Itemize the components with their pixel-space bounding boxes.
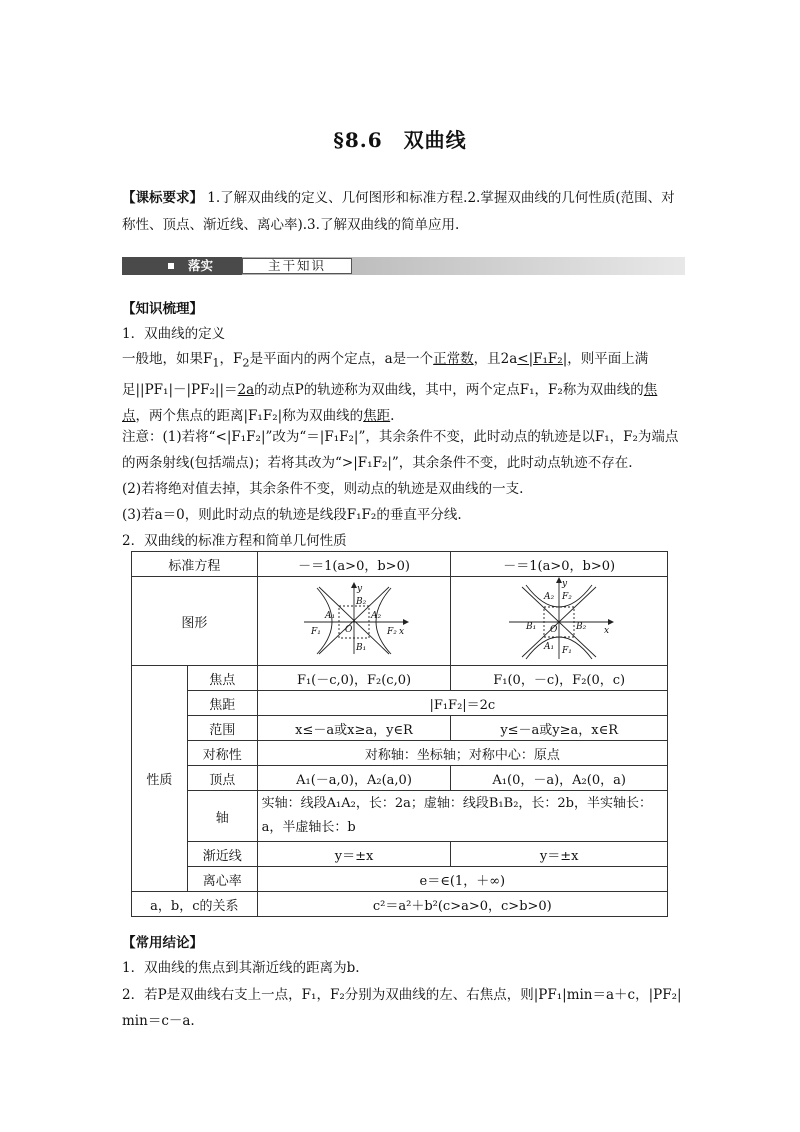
cell-label: 焦点 xyxy=(187,666,257,691)
requirements-text: 1.了解双曲线的定义、几何图形和标准方程.2.掌握双曲线的几何性质(范围、对称性、顶点、渐近线、离心率).3.了解双曲线的简单应用. xyxy=(122,190,675,233)
cell-label: 离心率 xyxy=(187,867,257,892)
cell-value: A₁(－a,0)，A₂(a,0) xyxy=(257,766,451,791)
svg-text:A₁: A₁ xyxy=(325,611,336,621)
cell-value: A₁(0，－a)，A₂(0，a) xyxy=(451,766,668,791)
cell-value: |F₁F₂|＝2c xyxy=(257,691,667,716)
table-row xyxy=(132,666,668,691)
table-row xyxy=(132,691,668,716)
table-row xyxy=(132,741,668,766)
svg-text:A₂: A₂ xyxy=(371,611,382,621)
table-row xyxy=(132,716,668,741)
svg-text:x: x xyxy=(399,627,405,637)
svg-text:B₂: B₂ xyxy=(576,622,587,632)
page-title: §8.6 双曲线 xyxy=(333,128,467,152)
band-right-label: 主干知识 xyxy=(242,258,352,274)
requirements-label: 【课标要求】 xyxy=(122,190,203,206)
table-row xyxy=(132,842,668,867)
cell-label: a，b，c的关系 xyxy=(132,892,258,917)
curriculum-requirements xyxy=(122,185,682,239)
cell-label: 范围 xyxy=(187,716,257,741)
svg-text:A₁: A₁ xyxy=(544,642,555,652)
svg-text:F₂: F₂ xyxy=(562,592,573,602)
cell-label: 对称性 xyxy=(187,741,257,766)
svg-text:x: x xyxy=(604,626,610,636)
cell-value: c²＝a²＋b²(c>a>0，c>b>0) xyxy=(257,892,667,917)
square-icon xyxy=(168,263,174,269)
svg-text:F₂: F₂ xyxy=(387,627,397,637)
conclusion-2-cont: min＝c－a. xyxy=(122,1013,195,1029)
cell-label: 轴 xyxy=(187,791,257,842)
band-left-label: 落实 xyxy=(188,258,214,273)
heading-definition: 1．双曲线的定义 xyxy=(122,326,226,342)
note-2: (2)若将绝对值去掉，其余条件不变，则动点的轨迹是双曲线的一支. xyxy=(122,481,524,497)
cell-value: e＝∈(1，＋∞) xyxy=(257,867,667,892)
graph-horizontal xyxy=(257,577,451,666)
cell-value: F₁(－c,0)，F₂(c,0) xyxy=(257,666,451,691)
svg-text:A₂: A₂ xyxy=(544,592,555,602)
band-left xyxy=(122,257,242,275)
cell-value: x≤－a或x≥a，y∈R xyxy=(257,716,451,741)
hyperbola-vertical-figure xyxy=(504,577,614,661)
section-band xyxy=(122,257,685,275)
cell-label: 焦距 xyxy=(187,691,257,716)
equation-2: －＝1(a>0，b>0) xyxy=(451,552,668,577)
cell-label: 图形 xyxy=(132,577,258,666)
conclusion-2: 2．若P是双曲线右支上一点，F₁，F₂分别为双曲线的左、右焦点，则|PF₁|min＝a＋c，|PF₂| xyxy=(122,987,682,1003)
cell-value: y≤－a或y≥a，x∈R xyxy=(451,716,668,741)
note-1: 注意：(1)若将“<|F₁F₂|”改为“＝|F₁F₂|”，其余条件不变，此时动点的轨迹是以F₁，F₂为端点的两条射线(包括端点)；若将其改为“>|F₁F₂|”，其余条件不变，此时动点轨迹不存在. xyxy=(122,429,679,471)
svg-text:y: y xyxy=(357,584,363,594)
svg-text:O: O xyxy=(550,625,558,635)
cell-label: 顶点 xyxy=(187,766,257,791)
svg-text:O: O xyxy=(345,625,353,635)
heading-standard-equation: 2．双曲线的标准方程和简单几何性质 xyxy=(122,533,347,549)
svg-text:B₁: B₁ xyxy=(356,643,367,653)
table-row xyxy=(132,892,668,917)
table-row xyxy=(132,867,668,892)
graph-vertical xyxy=(451,577,668,666)
cell-value: y＝±x xyxy=(257,842,451,867)
cell-label: 标准方程 xyxy=(132,552,258,577)
equation-1: －＝1(a>0，b>0) xyxy=(257,552,451,577)
cell-label: 渐近线 xyxy=(187,842,257,867)
svg-text:B₁: B₁ xyxy=(526,622,537,632)
table-row xyxy=(132,791,668,842)
cell-value: 对称轴：坐标轴；对称中心：原点 xyxy=(257,741,667,766)
table-row xyxy=(132,577,668,666)
properties-table xyxy=(131,551,668,917)
svg-text:F₁: F₁ xyxy=(311,627,321,637)
table-row xyxy=(132,552,668,577)
cell-value: 实轴：线段A₁A₂，长：2a；虚轴：线段B₁B₂，长：2b，半实轴长：a，半虚轴长：b xyxy=(257,791,667,842)
svg-text:B₂: B₂ xyxy=(356,597,367,607)
section-knowledge: 【知识梳理】 xyxy=(122,301,203,317)
table-row xyxy=(132,766,668,791)
cell-label: 性质 xyxy=(132,666,188,892)
hyperbola-horizontal-figure xyxy=(299,582,409,656)
definition-paragraph: 一般地，如果$F_1$，$F_2$是平面内的两个定点，a是一个正常数，且2a<|F₁F₂|，则平面上满足||PF₁|－|PF₂||＝2a的动点P的轨迹称为双曲线，其中，两个定点F₁，F₂称为双曲线的焦点，两个焦点的距离|F₁F₂|称为双曲线的焦距. xyxy=(122,351,658,424)
note-3: (3)若a＝0，则此时动点的轨迹是线段F₁F₂的垂直平分线. xyxy=(122,507,462,523)
cell-value: F₁(0，－c)，F₂(0，c) xyxy=(451,666,668,691)
conclusion-1: 1．双曲线的焦点到其渐近线的距离为b. xyxy=(122,960,360,976)
section-conclusions: 【常用结论】 xyxy=(122,935,203,951)
svg-text:y: y xyxy=(562,579,568,589)
svg-text:F₁: F₁ xyxy=(562,646,573,656)
cell-value: y＝±x xyxy=(451,842,668,867)
